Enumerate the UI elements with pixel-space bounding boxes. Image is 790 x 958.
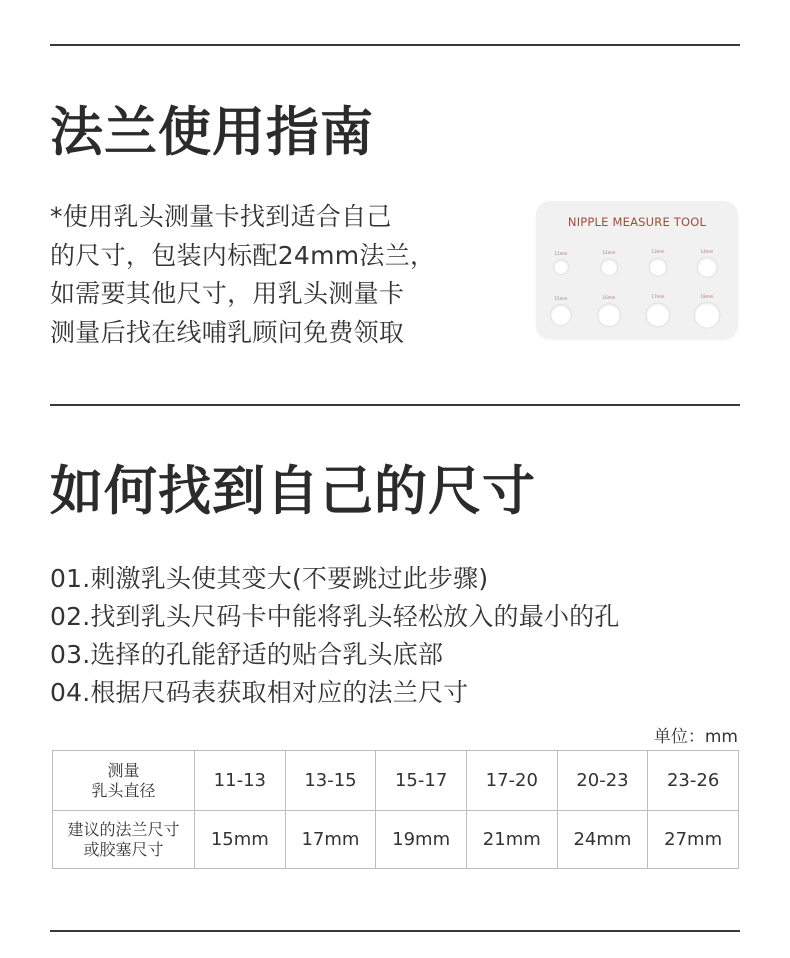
hole-size-label: 16mm: [602, 295, 616, 301]
table-cell-diameter: 20-23: [557, 751, 648, 811]
hole-size-label: 13mm: [651, 249, 665, 255]
row-header-line: 乳头直径: [91, 780, 156, 800]
table-cell-diameter: 13-15: [285, 751, 376, 811]
table-cell-flange: 15mm: [195, 811, 286, 869]
measure-hole: [600, 258, 618, 276]
hole-size-label: 18mm: [700, 293, 714, 299]
table-row-flange: [53, 811, 739, 869]
table-cell-flange: 21mm: [466, 811, 557, 869]
divider-middle: [50, 404, 740, 406]
intro-line: 的尺寸，包装内标配24mm法兰，: [50, 240, 436, 270]
row-header-line: 测量: [107, 760, 140, 780]
table-row-diameter: [53, 751, 739, 811]
divider-bottom: [50, 930, 740, 932]
intro-line: *使用乳头测量卡找到适合自己: [50, 202, 392, 231]
step-item: 01.刺激乳头使其变大(不要跳过此步骤): [50, 564, 489, 593]
steps-list: [50, 560, 620, 712]
section-title-find-size: 如何找到自己的尺寸: [50, 461, 536, 522]
hole-size-label: 11mm: [554, 251, 568, 256]
measure-hole: [597, 303, 621, 327]
measure-hole: [694, 302, 721, 329]
step-item: 04.根据尺码表获取相对应的法兰尺寸: [50, 678, 469, 707]
row-header-diameter: [53, 751, 195, 811]
step-item: 02.找到乳头尺码卡中能将乳头轻松放入的最小的孔: [50, 602, 620, 631]
intro-line: 如需要其他尺寸，用乳头测量卡: [50, 279, 405, 308]
divider-top: [50, 44, 740, 46]
hole-size-label: 12mm: [602, 250, 616, 256]
hole-size-label: 17mm: [651, 294, 665, 300]
measure-hole: [645, 302, 670, 327]
nipple-measure-card-image: [536, 201, 738, 339]
table-cell-flange: 17mm: [285, 811, 376, 869]
measure-card-title: NIPPLE MEASURE TOOL: [567, 215, 707, 229]
table-cell-diameter: 17-20: [466, 751, 557, 811]
measure-hole: [550, 304, 572, 326]
hole-size-label: 14mm: [700, 248, 714, 254]
table-cell-flange: 24mm: [557, 811, 648, 869]
row-header-flange: [53, 811, 195, 869]
measure-hole: [553, 259, 569, 275]
step-item: 03.选择的孔能舒适的贴合乳头底部: [50, 640, 444, 669]
table-cell-diameter: 15-17: [376, 751, 467, 811]
row-header-line: 或胶塞尺寸: [83, 839, 164, 859]
size-chart-table: [52, 750, 739, 869]
measure-hole: [697, 257, 718, 278]
table-cell-diameter: 11-13: [195, 751, 286, 811]
table-cell-flange: 19mm: [376, 811, 467, 869]
section-title-flange-guide: 法兰使用指南: [50, 102, 374, 163]
row-header-line: 建议的法兰尺寸: [67, 819, 180, 839]
intro-paragraph: [50, 198, 490, 352]
table-cell-diameter: 23-26: [648, 751, 739, 811]
measure-hole: [648, 257, 667, 276]
table-cell-flange: 27mm: [648, 811, 739, 869]
hole-size-label: 15mm: [554, 295, 568, 301]
intro-line: 测量后找在线哺乳顾问免费领取: [50, 317, 405, 347]
unit-label: 单位：mm: [653, 727, 738, 747]
